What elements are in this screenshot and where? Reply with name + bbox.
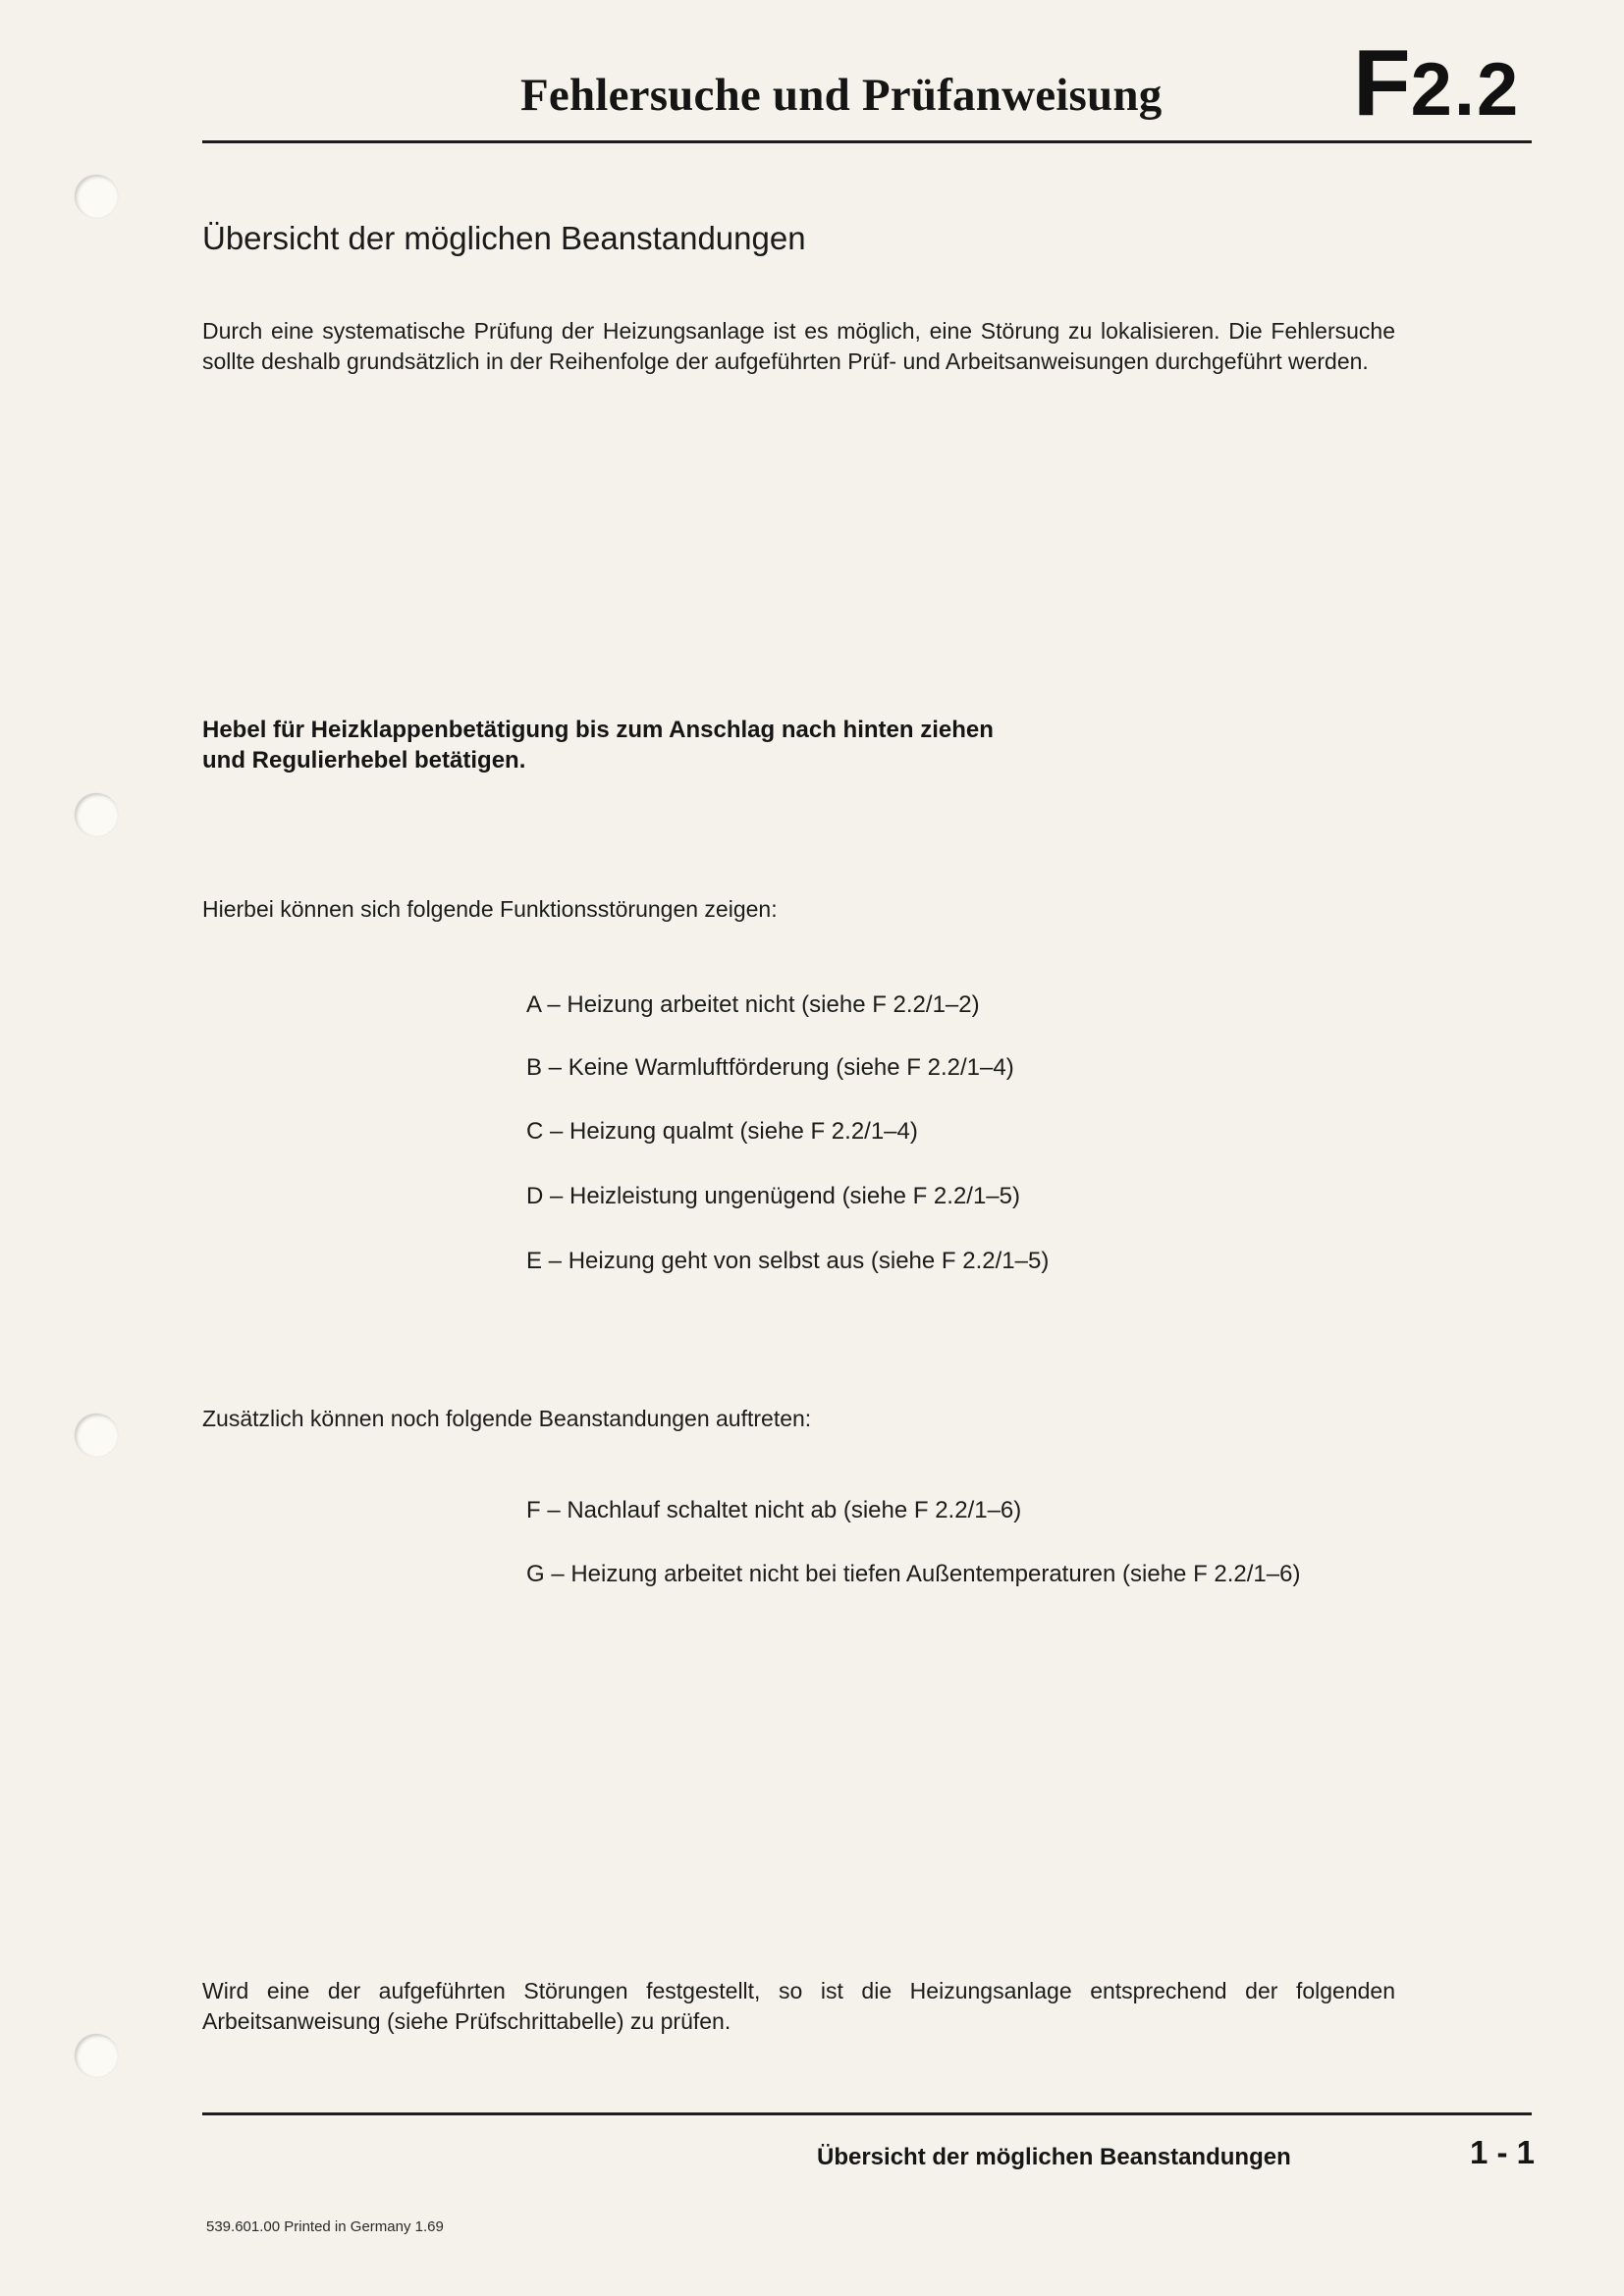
- closing-paragraph: Wird eine der aufgeführten Störungen festgestellt, so ist die Heizungsanlage entsprechend der folgenden Arbeitsanweisung (siehe Prüfschrittabelle) zu prüfen.: [202, 1978, 1395, 2034]
- punch-hole-2: [75, 793, 118, 836]
- punch-hole-4: [75, 2034, 118, 2077]
- instruction-block: [202, 715, 1282, 775]
- additional-item-f: F – Nachlauf schaltet nicht ab (siehe F 2.2/1–6): [526, 1497, 1022, 1523]
- print-note: 539.601.00 Printed in Germany 1.69: [206, 2218, 444, 2235]
- malfunction-item-e: E – Heizung geht von selbst aus (siehe F 2.2/1–5): [526, 1248, 1050, 1274]
- punch-hole-1: [75, 175, 118, 218]
- malfunction-item-b: B – Keine Warmluftförderung (siehe F 2.2/1–4): [526, 1054, 1014, 1081]
- section-heading: Übersicht der möglichen Beanstandungen: [202, 220, 806, 256]
- additional-lead: Zusätzlich können noch folgende Beanstandungen auftreten:: [202, 1406, 812, 1431]
- malfunction-item-c: C – Heizung qualmt (siehe F 2.2/1–4): [526, 1118, 918, 1145]
- footer-title: Übersicht der möglichen Beanstandungen: [817, 2144, 1291, 2170]
- section-code-letter: F: [1353, 30, 1411, 135]
- page-title: Fehlersuche und Prüfanweisung: [520, 70, 1163, 121]
- malfunction-item-a: A – Heizung arbeitet nicht (siehe F 2.2/1–2): [526, 991, 980, 1018]
- punch-hole-3: [75, 1414, 118, 1457]
- malfunctions-lead: Hierbei können sich folgende Funktionsstörungen zeigen:: [202, 896, 778, 922]
- instruction-line-2: und Regulierhebel betätigen.: [202, 747, 526, 774]
- header-divider: [202, 140, 1532, 143]
- footer-divider: [202, 2112, 1532, 2115]
- intro-paragraph: Durch eine systematische Prüfung der Heizungsanlage ist es möglich, eine Störung zu lokalisieren. Die Fehlersuche sollte deshalb grundsätzlich in der Reihenfolge der aufgeführten Prüf- und Arbeitsanweisungen durchgeführt werden.: [202, 318, 1395, 374]
- page-number: 1 - 1: [1470, 2134, 1536, 2170]
- malfunction-item-d: D – Heizleistung ungenügend (siehe F 2.2/1–5): [526, 1183, 1020, 1209]
- instruction-line-1: Hebel für Heizklappenbetätigung bis zum Anschlag nach hinten ziehen: [202, 717, 994, 743]
- section-code: [1353, 30, 1521, 135]
- additional-item-g: G – Heizung arbeitet nicht bei tiefen Außentemperaturen (siehe F 2.2/1–6): [526, 1561, 1301, 1587]
- section-code-number: 2.2: [1410, 48, 1521, 132]
